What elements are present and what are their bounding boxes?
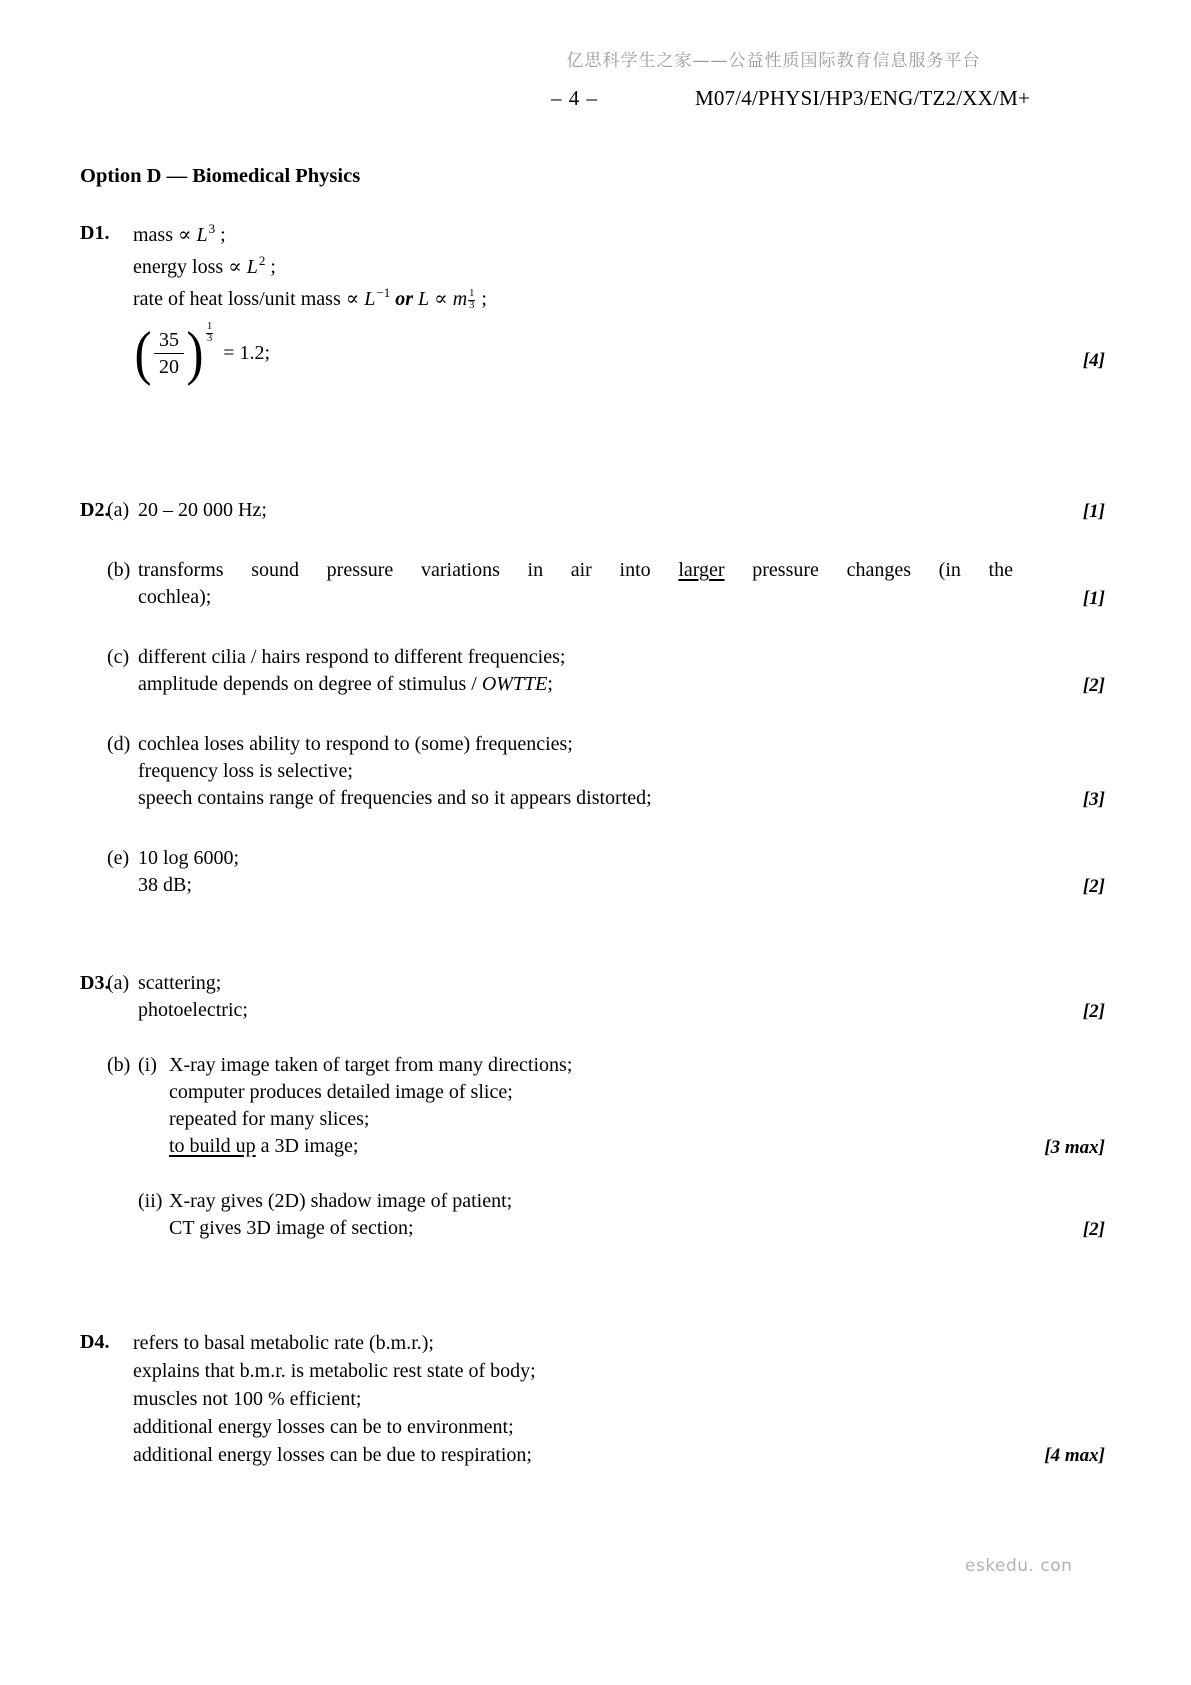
answer-line [133, 1329, 1105, 1357]
text-segment: 3 [208, 221, 216, 236]
question-D4 [80, 1329, 1105, 1469]
answer-lines [138, 557, 1105, 611]
text-segment: 2 [258, 253, 266, 268]
answer-lines [133, 220, 1105, 386]
answer-line [169, 1079, 1105, 1106]
exponent-numerator: 1 [469, 288, 475, 299]
question-part [107, 557, 1105, 611]
question-label: D4. [80, 1331, 110, 1353]
answer-line [133, 1413, 1105, 1441]
text-segment: additional energy losses can be due to respiration; [133, 1444, 532, 1466]
answer-line [169, 1215, 1105, 1242]
answer-line [138, 997, 1105, 1024]
answer-line [138, 731, 1105, 758]
text-segment: rate of heat loss/unit mass [133, 288, 346, 310]
part-body [138, 1052, 1105, 1242]
text-segment: OWTTE [481, 673, 548, 695]
answer-line [169, 1188, 1105, 1215]
marks-badge: [1] [1082, 588, 1105, 609]
part-label: (d) [107, 733, 131, 755]
text-segment: mass [133, 224, 178, 246]
text-segment: speech contains range of frequencies and so it appears distorted; [138, 787, 652, 809]
exponent-fraction [468, 289, 475, 311]
text-segment: transforms sound pressure variations in air into [138, 559, 679, 581]
fraction-denominator: 20 [158, 355, 179, 378]
footer-watermark: eskedu. con [965, 1556, 1073, 1576]
question-part [107, 845, 1105, 899]
answer-line [138, 584, 1105, 611]
site-watermark-header: 亿思科学生之家——公益性质国际教育信息服务平台 [566, 51, 981, 71]
exponent-denominator: 3 [469, 300, 475, 311]
text-segment: ∝ [178, 224, 197, 246]
text-segment: ∝ [345, 288, 365, 310]
fraction-numerator: 35 [154, 328, 184, 354]
answer-line [169, 1106, 1105, 1133]
text-segment: L [246, 256, 258, 278]
marks-badge: [4] [1082, 350, 1105, 371]
text-segment: L [364, 288, 376, 310]
answer-line [169, 1052, 1105, 1079]
text-segment: L [418, 288, 430, 310]
section-title: Option D — Biomedical Physics [80, 165, 361, 187]
text-segment: cochlea loses ability to respond to (some) frequencies; [138, 733, 573, 755]
paper-code: M07/4/PHYSI/HP3/ENG/TZ2/XX/M+ [694, 86, 1030, 110]
exponent-fraction [206, 322, 213, 344]
answer-lines [169, 1052, 1105, 1160]
text-segment: repeated for many slices; [169, 1108, 370, 1130]
answer-line [138, 872, 1105, 899]
exponent-numerator: 1 [206, 321, 213, 332]
page-header [0, 86, 1191, 114]
marks-badge: [2] [1082, 876, 1105, 897]
answer-line [138, 671, 1105, 698]
answer-line [133, 252, 1105, 284]
part-label: (a) [107, 499, 130, 521]
text-segment: 38 dB; [138, 874, 192, 896]
answer-lines [138, 845, 1105, 899]
answer-line [138, 644, 1105, 671]
text-segment: L [196, 224, 208, 246]
question-part [107, 220, 1105, 386]
question-part [107, 970, 1105, 1024]
sub-part [138, 1188, 1105, 1242]
part-label: (c) [107, 646, 130, 668]
answer-lines [133, 1329, 1105, 1469]
sub-part-label: (i) [138, 1054, 157, 1076]
text-segment: = 1.2; [223, 341, 271, 364]
text-segment: ; [476, 288, 487, 310]
question-body [107, 970, 1105, 1242]
text-segment: ; [265, 256, 276, 278]
text-segment: larger [678, 559, 725, 581]
text-segment: m [452, 288, 468, 310]
text-segment: amplitude depends on degree of stimulus / [138, 673, 482, 695]
text-segment: ∝ [429, 288, 453, 310]
answer-lines [138, 497, 1105, 524]
text-segment: CT gives 3D image of section; [169, 1217, 414, 1239]
marks-badge: [2] [1082, 1001, 1105, 1022]
answer-line [133, 320, 1105, 386]
exponent-denominator: 3 [206, 333, 213, 344]
big-fraction [133, 320, 205, 386]
question-body [107, 1329, 1105, 1469]
text-segment: pressure changes (in the [724, 559, 1013, 581]
part-label: (b) [107, 1054, 131, 1076]
answer-line [138, 758, 1105, 785]
answer-lines [138, 644, 1105, 698]
answer-line [169, 1133, 1105, 1160]
text-segment: or [395, 288, 414, 310]
question-part [107, 644, 1105, 698]
close-paren: ) [186, 320, 204, 386]
text-segment: scattering; [138, 972, 222, 994]
part-label: (b) [107, 559, 131, 581]
answer-line [138, 557, 1105, 584]
answer-line [133, 284, 1105, 320]
question-part [107, 731, 1105, 812]
question-label: D1. [80, 222, 110, 244]
answer-line [133, 1357, 1105, 1385]
answer-line [138, 970, 1105, 997]
marks-badge: [4 max] [1044, 1445, 1105, 1466]
question-label: D2. [80, 499, 110, 521]
text-segment: cochlea); [138, 586, 212, 608]
marks-badge: [3 max] [1044, 1137, 1105, 1158]
marks-badge: [2] [1082, 1219, 1105, 1240]
answer-line [138, 845, 1105, 872]
text-segment: to build up [169, 1135, 256, 1157]
answer-line [138, 497, 1105, 524]
page-number: – 4 – [551, 86, 598, 110]
question-label: D3. [80, 972, 110, 994]
text-segment: explains that b.m.r. is metabolic rest state of body; [133, 1360, 536, 1382]
text-segment: ; [547, 673, 553, 695]
text-segment: X-ray gives (2D) shadow image of patient; [169, 1190, 513, 1212]
part-label: (e) [107, 847, 130, 869]
marks-badge: [1] [1082, 501, 1105, 522]
text-segment: frequency loss is selective; [138, 760, 353, 782]
text-segment: different cilia / hairs respond to different frequencies; [138, 646, 566, 668]
question-part [107, 497, 1105, 524]
answer-line [133, 220, 1105, 252]
answer-line [133, 1385, 1105, 1413]
text-segment: computer produces detailed image of slice; [169, 1081, 513, 1103]
text-segment: 20 – 20 000 Hz; [138, 499, 267, 521]
marks-badge: [2] [1082, 675, 1105, 696]
open-paren: ( [134, 320, 152, 386]
question-body [107, 497, 1105, 899]
fraction-stack [154, 328, 184, 379]
text-segment: energy loss [133, 256, 229, 278]
text-segment: ; [215, 224, 226, 246]
text-segment: a 3D image; [255, 1135, 359, 1157]
questions-list [80, 220, 1105, 1469]
question-body [107, 220, 1105, 386]
text-segment: ∝ [228, 256, 247, 278]
answer-lines [169, 1188, 1105, 1242]
text-segment: muscles not 100 % efficient; [133, 1388, 362, 1410]
part-label: (a) [107, 972, 130, 994]
sub-part [138, 1052, 1105, 1160]
text-segment: −1 [376, 285, 391, 300]
question-D3 [80, 970, 1105, 1242]
question-D1 [80, 220, 1105, 386]
answer-line [138, 785, 1105, 812]
text-segment: photoelectric; [138, 999, 248, 1021]
sub-part-label: (ii) [138, 1190, 163, 1212]
markscheme-body [80, 163, 1105, 1469]
question-D2 [80, 497, 1105, 899]
text-segment: 10 log 6000; [138, 847, 240, 869]
answer-lines [138, 731, 1105, 812]
answer-line [133, 1441, 1105, 1469]
text-segment: additional energy losses can be to environment; [133, 1416, 514, 1438]
question-part [107, 1329, 1105, 1469]
text-segment: X-ray image taken of target from many directions; [169, 1054, 573, 1076]
answer-lines [138, 970, 1105, 1024]
question-part [107, 1052, 1105, 1242]
marks-badge: [3] [1082, 789, 1105, 810]
text-segment: refers to basal metabolic rate (b.m.r.); [133, 1332, 434, 1354]
